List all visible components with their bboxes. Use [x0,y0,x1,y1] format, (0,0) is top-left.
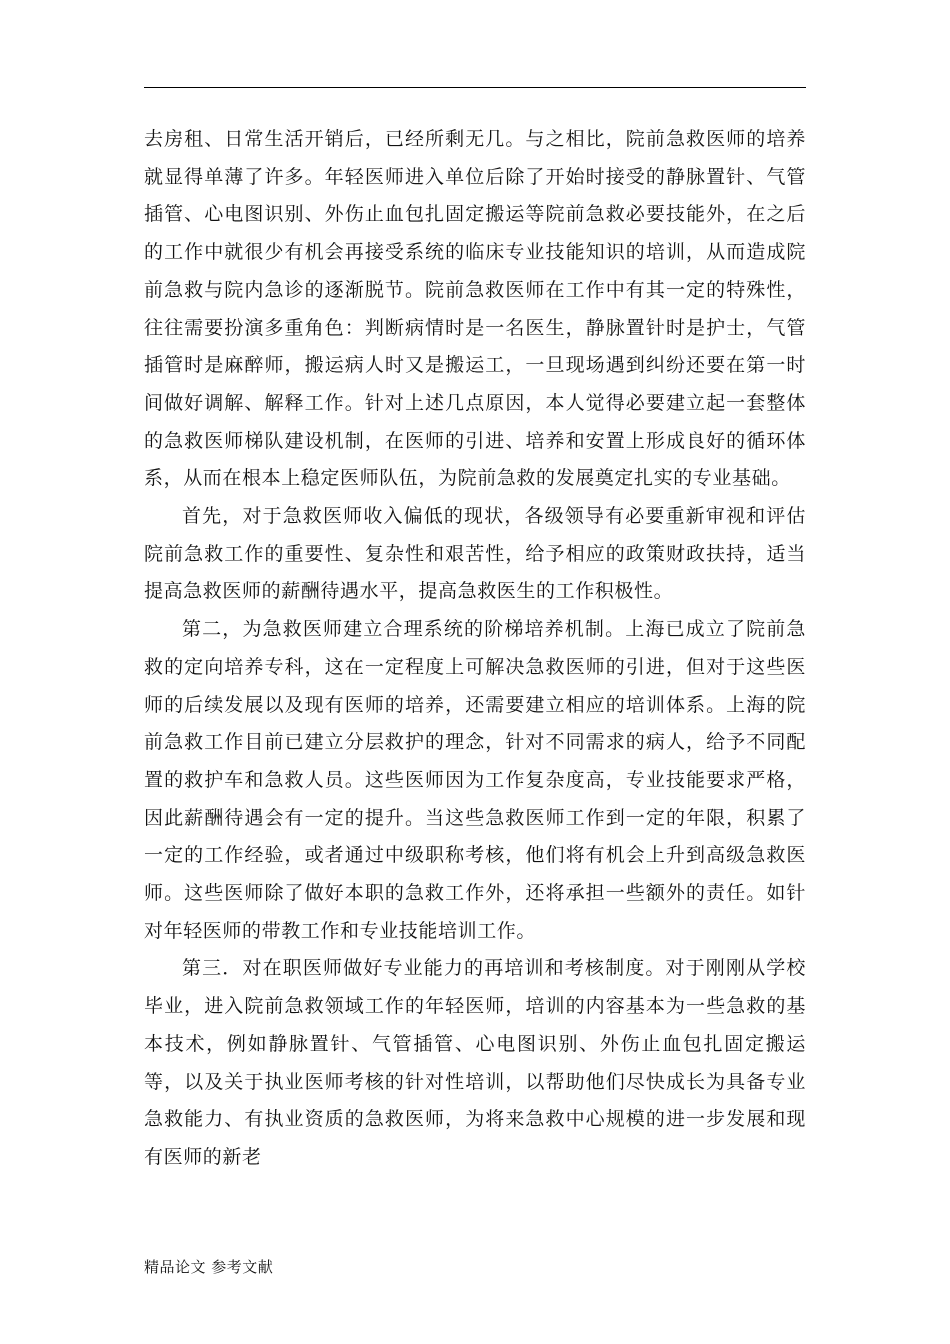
paragraph-2: 首先，对于急救医师收入偏低的现状，各级领导有必要重新审视和评估院前急救工作的重要性、复杂性和艰苦性，给予相应的政策财政扶持，适当提高急救医师的薪酬待遇水平，提高急救医生的工作积极性。 [144,505,806,603]
paragraph-4: 第三．对在职医师做好专业能力的再培训和考核制度。对于刚刚从学校毕业，进入院前急救领域工作的年轻医师，培训的内容基本为一些急救的基本技术，例如静脉置针、气管插管、心电图识别、外伤止血包扎固定搬运等，以及关于执业医师考核的针对性培训，以帮助他们尽快成长为具备专业急救能力、有执业资质的急救医师，为将来急救中心规模的进一步发展和现有医师的新老 [144,957,806,1168]
paragraph-1: 去房租、日常生活开销后，已经所剩无几。与之相比，院前急救医师的培养就显得单薄了许多。年轻医师进入单位后除了开始时接受的静脉置针、气管插管、心电图识别、外伤止血包扎固定搬运等院前急救必要技能外，在之后的工作中就很少有机会再接受系统的临床专业技能知识的培训，从而造成院前急救与院内急诊的逐渐脱节。院前急救医师在工作中有其一定的特殊性，往往需要扮演多重角色：判断病情时是一名医生，静脉置针时是护士，气管插管时是麻醉师，搬运病人时又是搬运工，一旦现场遇到纠纷还要在第一时间做好调解、解释工作。针对上述几点原因，本人觉得必要建立起一套整体的急救医师梯队建设机制，在医师的引进、培养和安置上形成良好的循环体系，从而在根本上稳定医师队伍，为院前急救的发展奠定扎实的专业基础。 [144,128,806,490]
page-footer: 精品论文 参考文献 [144,1258,274,1276]
header-rule [144,87,806,88]
document-body [144,121,806,1177]
paragraph-3: 第二，为急救医师建立合理系统的阶梯培养机制。上海已成立了院前急救的定向培养专科，这在一定程度上可解决急救医师的引进，但对于这些医师的后续发展以及现有医师的培养，还需要建立相应的培训体系。上海的院前急救工作目前已建立分层救护的理念，针对不同需求的病人，给予不同配置的救护车和急救人员。这些医师因为工作复杂度高，专业技能要求严格，因此薪酬待遇会有一定的提升。当这些急救医师工作到一定的年限，积累了一定的工作经验，或者通过中级职称考核，他们将有机会上升到高级急救医师。这些医师除了做好本职的急救工作外，还将承担一些额外的责任。如针对年轻医师的带教工作和专业技能培训工作。 [144,618,806,942]
